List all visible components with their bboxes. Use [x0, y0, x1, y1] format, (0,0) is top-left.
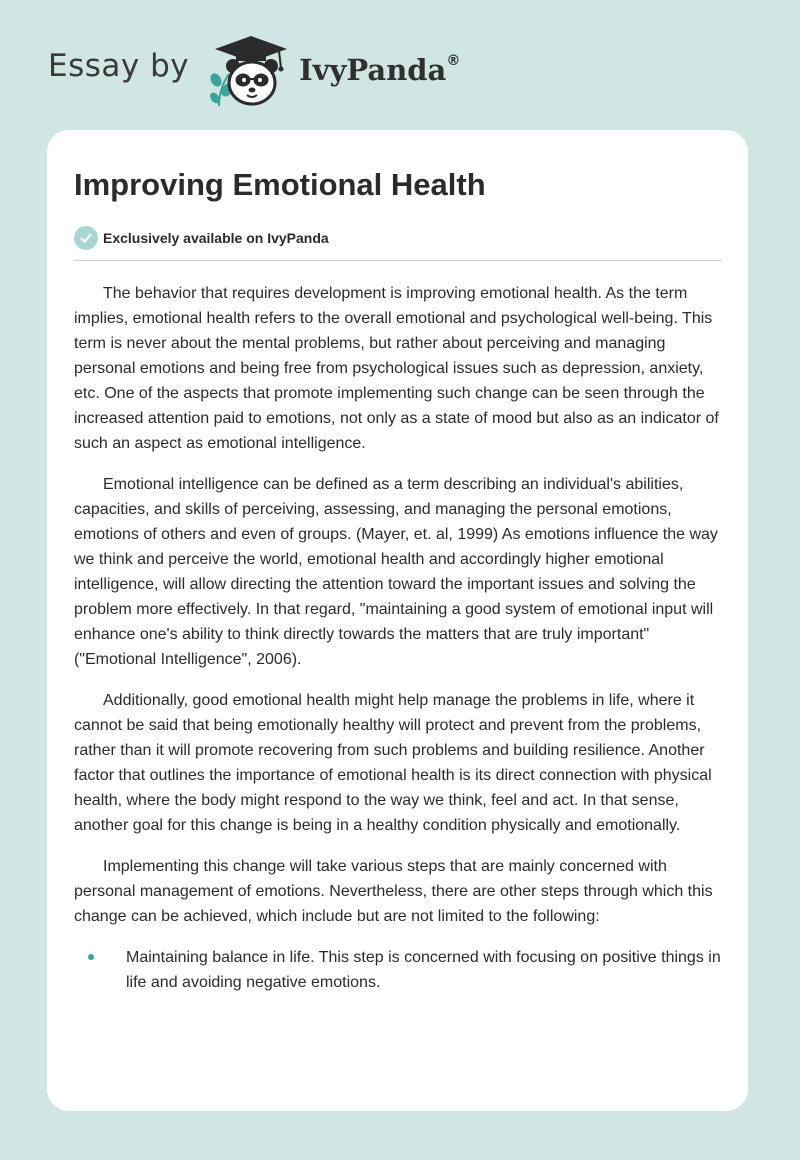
- exclusive-badge: [74, 224, 722, 252]
- site-header: [48, 32, 460, 112]
- essay-card: [47, 130, 748, 1111]
- divider: [74, 260, 722, 261]
- paragraph-1: The behavior that requires development is improving emotional health. As the term implies, emotional health refers to the overall emotional and psychological well-being. This term is never about the mental problems, but rather about perceiving and managing personal emotions and being free from psychological issues such as depression, anxiety, etc. One of the aspects that promote implementing such change can be seen through the increased attention paid to emotions, not only as a state of mood but also as an indicator of such an aspect as emotional intelligence.: [74, 285, 719, 452]
- paragraph-4: Implementing this change will take various steps that are mainly concerned with personal management of emotions. Nevertheless, there are other steps through which this change can be achieved, which include but are not limited to the following:: [74, 858, 713, 925]
- paragraph-3: Additionally, good emotional health might help manage the problems in life, where it cannot be said that being emotionally healthy will protect and prevent from the problems, rather than it will promote recovering from such problems and building resilience. Another factor that outlines the importance of emotional health is its direct connection with physical health, where the body might respond to the way we think, feel and act. In that sense, another goal for this change is being in a healthy condition physically and emotionally.: [74, 692, 712, 834]
- panda-logo-icon[interactable]: [205, 32, 297, 112]
- exclusive-label: Exclusively available on IvyPanda: [103, 230, 329, 246]
- page-title: Improving Emotional Health: [74, 167, 486, 202]
- paragraph-2: Emotional intelligence can be defined as a term describing an individual's abilities, capacities, and skills of perceiving, assessing, and managing the personal emotions, emotions of others and even of groups. (Mayer, et. al, 1999) As emotions influence the way we think and perceive the world, emotional health and accordingly higher emotional intelligence, will allow directing the attention toward the important issues and solving the problem more effectively. In that regard, "maintaining a good system of emotional input will enhance one's ability to think directly towards the matters that are truly important" ("Emotional Intelligence", 2006).: [74, 476, 718, 668]
- bullet-list: [74, 945, 722, 995]
- registered-mark: ®: [446, 53, 461, 70]
- brand-name[interactable]: [299, 53, 460, 87]
- bullet-dot-icon: [88, 954, 94, 960]
- brand-name-text: IvyPanda: [299, 53, 447, 87]
- check-icon: [74, 226, 98, 250]
- essay-by-label: Essay by: [48, 48, 190, 84]
- list-item: [74, 945, 722, 995]
- list-item-text: Maintaining balance in life. This step is concerned with focusing on positive things in life and avoiding negative emotions.: [126, 949, 721, 991]
